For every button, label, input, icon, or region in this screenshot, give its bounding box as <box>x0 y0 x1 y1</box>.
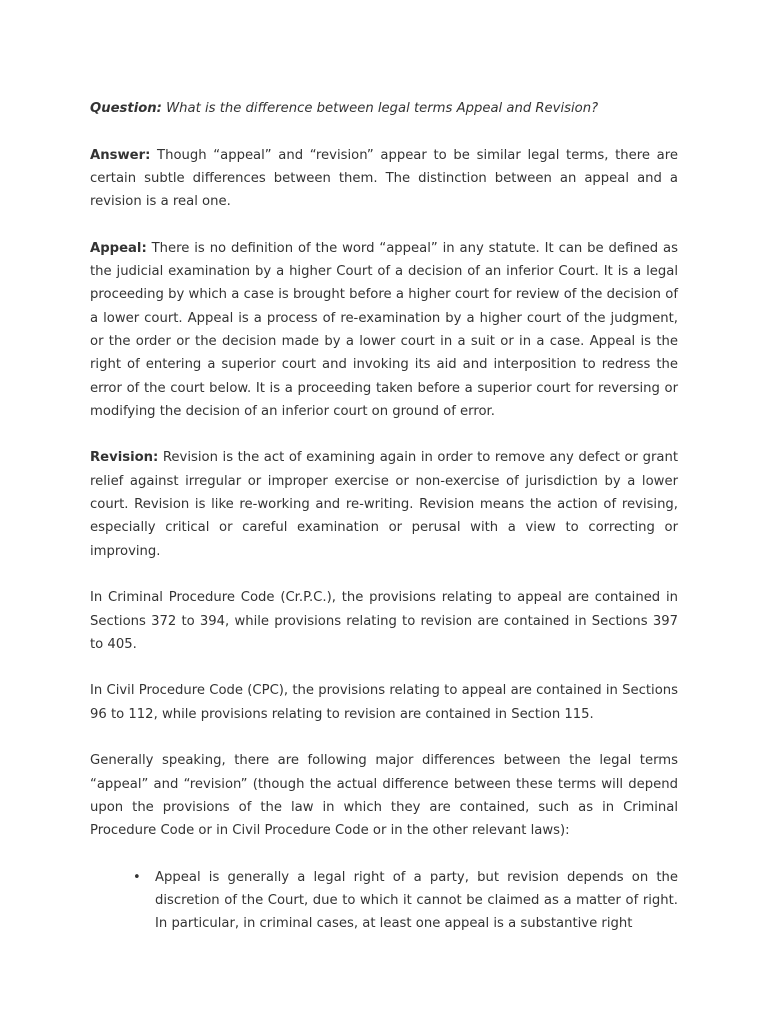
cpc-paragraph: In Civil Procedure Code (CPC), the provisions relating to appeal are contained in Sections 96 to 112, while provisions relating to revision are contained in Section 115. <box>90 683 678 722</box>
bullet-icon: • <box>133 869 141 885</box>
revision-paragraph <box>90 446 678 562</box>
general-differences-paragraph: Generally speaking, there are following major differences between the legal terms “appeal” and “revision” (though the actual difference between these terms will depend upon the provisions of the law in which they are contained, such as in Criminal Procedure Code or in Civil Procedure Code or in the other relevant laws): <box>90 753 678 839</box>
revision-text: Revision is the act of examining again in order to remove any defect or grant relief against irregular or improper exercise or non-exercise of jurisdiction by a lower court. Revision is like re-working and re-writing. Revision means the action of revising, especially critical or careful examination or perusal with a view to correcting or improving. <box>90 450 678 559</box>
question-text: What is the difference between legal terms Appeal and Revision? <box>161 101 599 116</box>
list-item-text: Appeal is generally a legal right of a party, but revision depends on the discretion of the Court, due to which it cannot be claimed as a matter of right. In particular, in criminal cases, at least one appeal is a substantive right <box>155 869 678 932</box>
differences-list <box>90 866 678 936</box>
document-page <box>90 97 678 936</box>
appeal-label: Appeal: <box>90 240 147 256</box>
answer-text: Though “appeal” and “revision” appear to be similar legal terms, there are certain subtle differences between them. The distinction between an appeal and a revision is a real one. <box>90 147 678 210</box>
appeal-paragraph <box>90 237 678 423</box>
list-item <box>133 866 678 936</box>
question-paragraph <box>90 97 678 120</box>
appeal-text: There is no definition of the word “appeal” in any statute. It can be defined as the judicial examination by a higher Court of a decision of an inferior Court. It is a legal proceeding by which a case is brought before a higher court for review of the decision of a lower court. Appeal is a process of re-examination by a higher court of the judgment, or the order or the decision made by a lower court in a suit or in a case. Appeal is the right of entering a superior court and invoking its aid and interposition to redress the error of the court below. It is a proceeding taken before a superior court for reversing or modifying the decision of an inferior court on ground of error. <box>90 240 678 419</box>
answer-label: Answer: <box>90 147 151 163</box>
revision-label: Revision: <box>90 450 159 466</box>
crpc-paragraph: In Criminal Procedure Code (Cr.P.C.), the provisions relating to appeal are contained in Sections 372 to 394, while provisions relating to revision are contained in Sections 397 to 405. <box>90 590 678 652</box>
question-label: Question: <box>90 101 162 116</box>
answer-paragraph <box>90 144 678 214</box>
